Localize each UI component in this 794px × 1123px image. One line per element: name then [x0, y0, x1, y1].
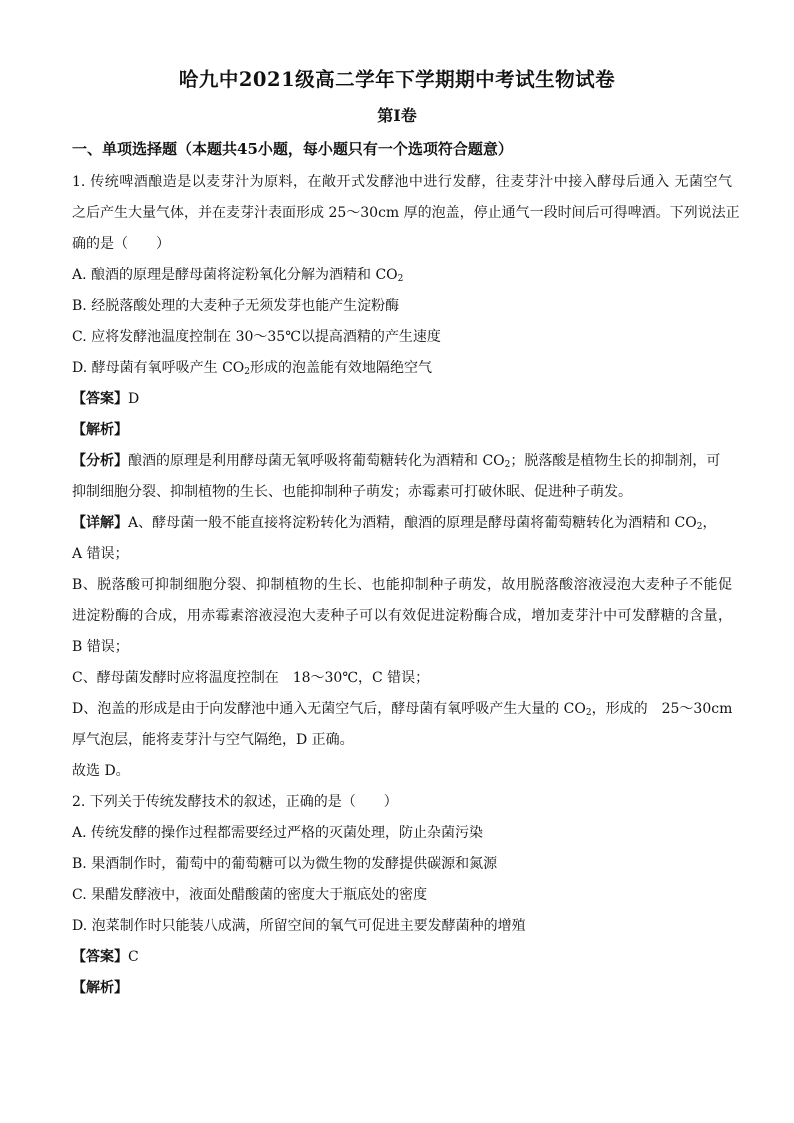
- q2-option-d: D. 泡菜制作时只能装八成满，所留空间的氧气可促进主要发酵菌种的增殖: [72, 918, 526, 934]
- q1-option-a-text: A. 酿酒的原理是酵母菌将淀粉氧化分解为酒精和 CO: [72, 267, 398, 283]
- q1-option-b: B. 经脱落酸处理的大麦种子无须发芽也能产生淀粉酶: [72, 298, 400, 314]
- section-heading: 一、单项选择题（本题共45小题，每小题只有一个选项符合题意）: [72, 140, 513, 158]
- q2-option-c: C. 果醋发酵液中，液面处醋酸菌的密度大于瓶底处的密度: [72, 887, 428, 903]
- subscript: 2: [244, 367, 250, 377]
- fenxi-text-end: ；脱落酸是植物生长的抑制剂，可: [510, 453, 721, 469]
- q1-option-d-text: D. 酵母菌有氧呼吸产生 CO: [72, 360, 245, 376]
- q1-xiangjie-line-2: A 错误；: [72, 546, 129, 562]
- subscript: 2: [696, 522, 703, 532]
- answer-value: D: [128, 391, 140, 407]
- subscript: 2: [504, 460, 511, 470]
- subscript: 2: [585, 708, 592, 718]
- q1-option-a: [72, 266, 732, 284]
- q1-fenxi-line-2: 抑制细胞分裂、抑制植物的生长、也能抑制种子萌发；赤霉素可打破休眠、促进种子萌发。: [72, 484, 632, 500]
- paper-part-heading: 第Ⅰ卷: [377, 106, 417, 125]
- q1-option-c: C. 应将发酵池温度控制在 30～35℃以提高酒精的产生速度: [72, 329, 441, 345]
- page-title: 哈九中2021级高二学年下学期期中考试生物试卷: [178, 68, 616, 91]
- q2-analysis-tag: 【解析】: [72, 980, 128, 996]
- q1-option-d: [72, 359, 732, 377]
- answer-value: C: [128, 949, 139, 965]
- q2-answer: [72, 948, 732, 966]
- answer-tag: 【答案】: [72, 949, 128, 965]
- q1-option-d-text-end: 形成的泡盖能有效地隔绝空气: [250, 360, 432, 376]
- q1-xiangjie-line-3: B、脱落酸可抑制细胞分裂、抑制植物的生长、也能抑制种子萌发，故用脱落酸溶液浸泡大麦种子不能促: [72, 577, 732, 593]
- q2-option-a: A. 传统发酵的操作过程都需要经过严格的灭菌处理，防止杂菌污染: [72, 825, 484, 841]
- xiangjie-text: D、泡盖的形成是由于向发酵池中通入无菌空气后，酵母菌有氧呼吸产生大量的 CO: [72, 701, 586, 717]
- q1-stem-line-1: 1. 传统啤酒酿造是以麦芽汁为原料，在敞开式发酵池中进行发酵，往麦芽汁中接入酵母后通入 无菌空气: [72, 174, 732, 190]
- xiangjie-tag: 【详解】: [72, 515, 128, 531]
- q1-xiangjie-line-4: 进淀粉酶的合成，用赤霉素溶液浸泡大麦种子可以有效促进淀粉酶合成，增加麦芽汁中可发酵糖的含量，: [72, 608, 732, 624]
- q1-conclusion: 故选 D。: [72, 763, 130, 779]
- q2-option-b: B. 果酒制作时，葡萄中的葡萄糖可以为微生物的发酵提供碳源和氮源: [72, 856, 498, 872]
- q1-xiangjie-line-1: [72, 514, 732, 532]
- xiangjie-text: A、酵母菌一般不能直接将淀粉转化为酒精，酿酒的原理是酵母菌将葡萄糖转化为酒精和 CO: [128, 515, 697, 531]
- subscript: 2: [397, 274, 404, 284]
- q1-xiangjie-line-7: [72, 700, 732, 718]
- fenxi-text: 酿酒的原理是利用酵母菌无氧呼吸将葡萄糖转化为酒精和 CO: [128, 453, 505, 469]
- fenxi-tag: 【分析】: [72, 453, 128, 469]
- q1-stem-line-2: 之后产生大量气体，并在麦芽汁表面形成 25～30cm 厚的泡盖，停止通气一段时间后可得啤酒。下列说法正: [72, 205, 740, 221]
- q2-stem: 2. 下列关于传统发酵技术的叙述，正确的是（ ）: [72, 794, 398, 810]
- q1-stem-line-3: 确的是（ ）: [72, 236, 170, 252]
- q1-fenxi-line-1: [72, 452, 732, 470]
- xiangjie-text-end: ，形成的 25～30cm: [591, 701, 733, 717]
- q1-analysis-tag: 【解析】: [72, 422, 128, 438]
- answer-tag: 【答案】: [72, 391, 128, 407]
- xiangjie-text-end: ，: [702, 515, 717, 531]
- q1-xiangjie-line-6: C、酵母菌发酵时应将温度控制在 18～30℃，C 错误；: [72, 670, 430, 686]
- q1-xiangjie-line-8: 厚气泡层，能将麦芽汁与空气隔绝，D 正确。: [72, 732, 354, 748]
- q1-xiangjie-line-5: B 错误；: [72, 639, 129, 655]
- q1-answer: [72, 390, 732, 408]
